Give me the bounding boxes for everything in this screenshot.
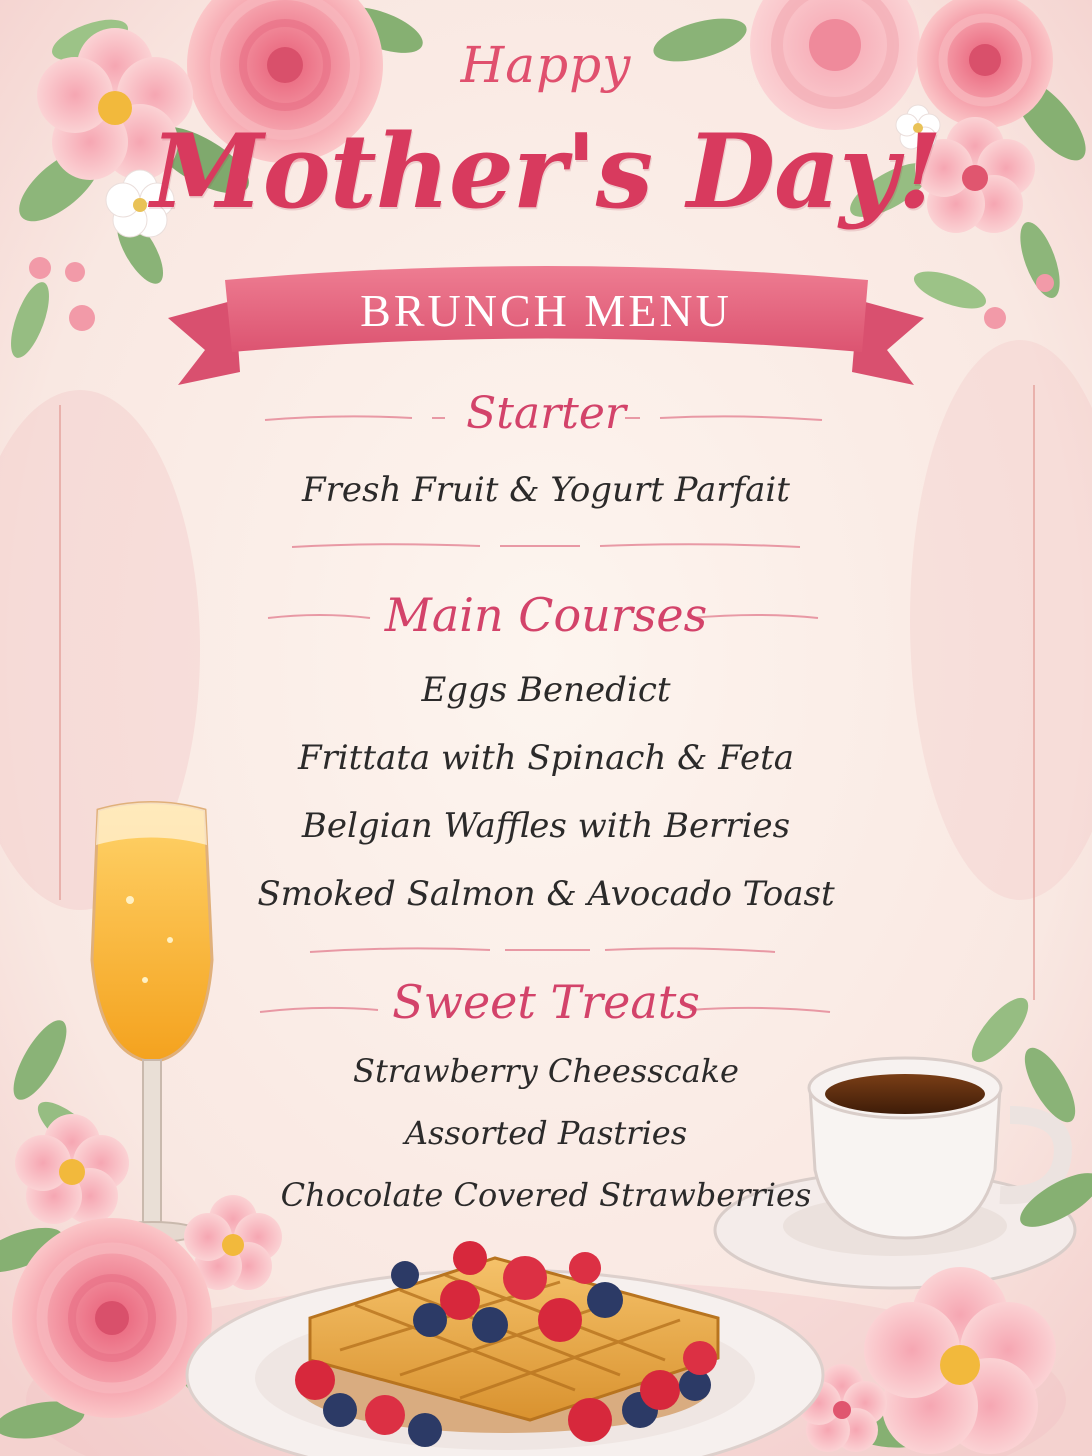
section-title-sweet-treats: Sweet Treats — [392, 975, 700, 1029]
menu-item: Smoked Salmon & Avocado Toast — [257, 874, 835, 914]
menu-item: Frittata with Spinach & Feta — [297, 738, 795, 778]
ribbon-label: BRUNCH MENU — [360, 285, 732, 336]
header-happy: Happy — [460, 36, 632, 94]
menu-item: Eggs Benedict — [421, 670, 671, 710]
section-title-main-courses: Main Courses — [384, 588, 708, 642]
menu-item: Assorted Pastries — [404, 1114, 688, 1152]
menu-item: Fresh Fruit & Yogurt Parfait — [302, 470, 790, 510]
section-title-starter: Starter — [466, 388, 626, 439]
header-mothers-day: Mother's Day! — [150, 112, 942, 232]
menu-item: Belgian Waffles with Berries — [301, 806, 791, 846]
menu-item: Strawberry Cheesscake — [353, 1052, 739, 1090]
menu-item: Chocolate Covered Strawberries — [280, 1176, 812, 1214]
